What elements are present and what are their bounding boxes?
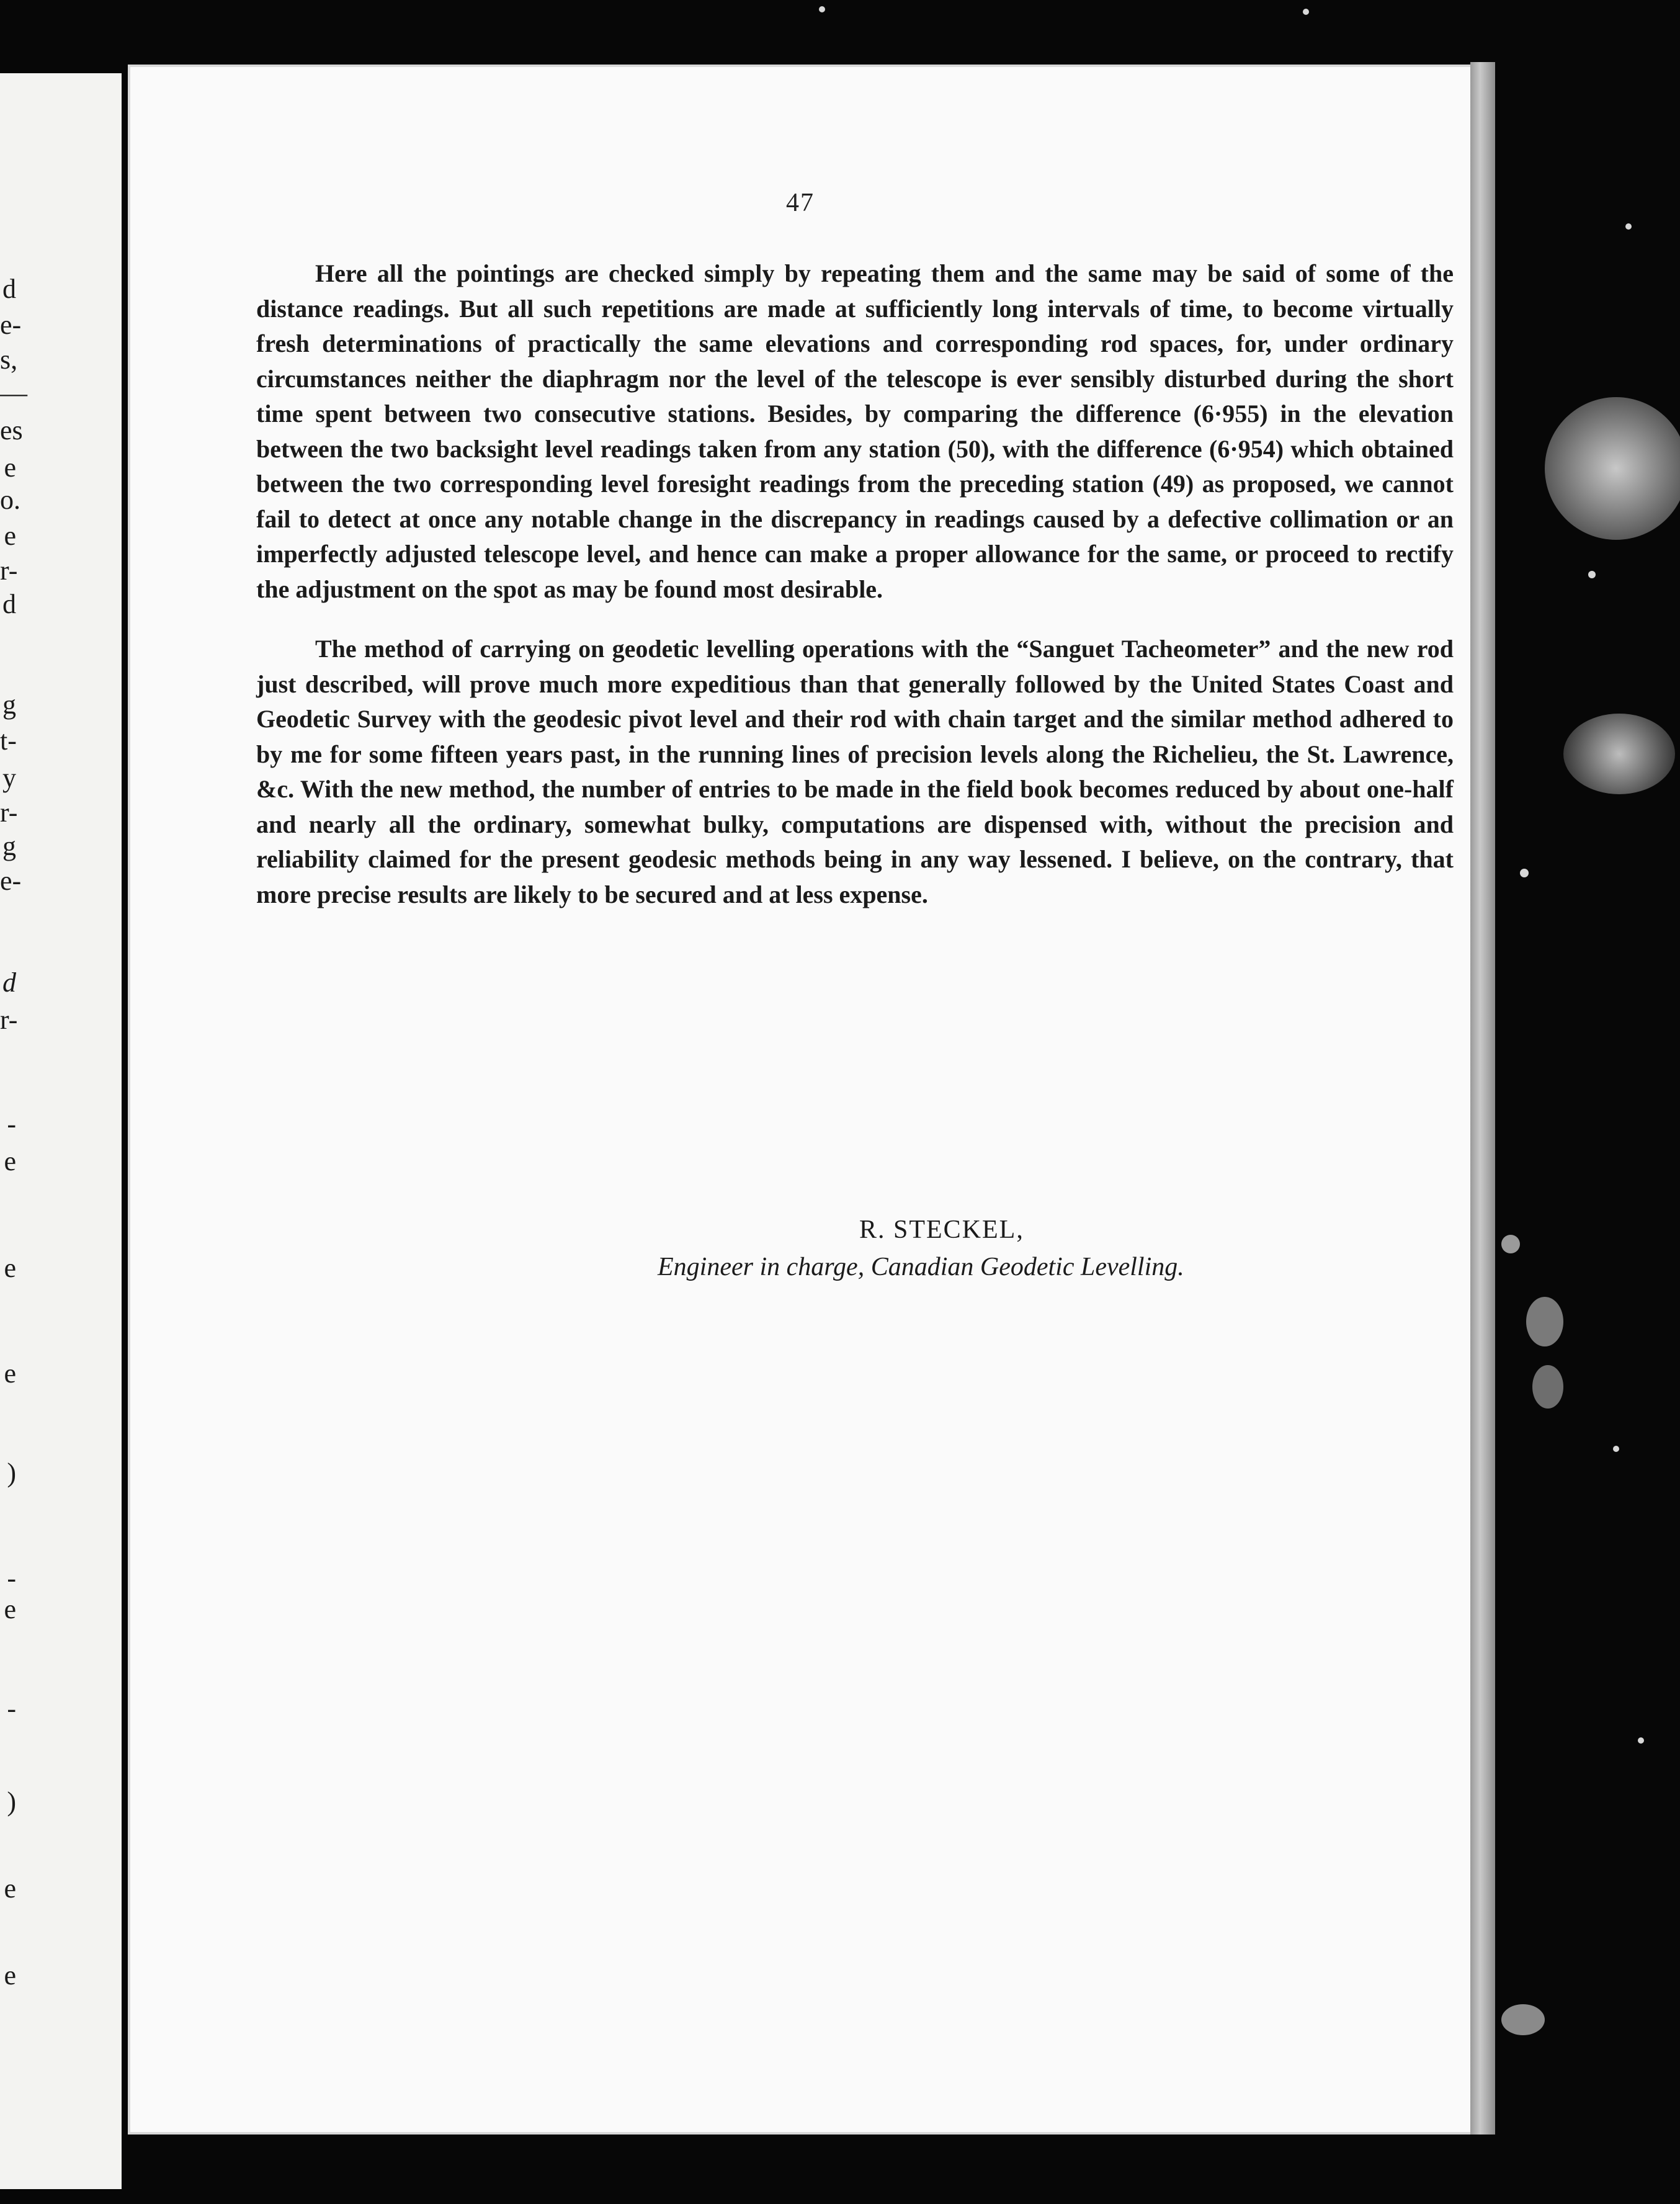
page-number: 47 <box>786 189 815 217</box>
margin-fragment: d <box>2 589 16 619</box>
scan-debris <box>1625 223 1632 230</box>
scan-debris <box>1588 571 1596 578</box>
margin-fragment: y <box>2 763 16 793</box>
page-edge <box>1470 62 1495 2135</box>
scan-debris <box>1613 1446 1619 1452</box>
margin-fragment: e <box>4 1253 16 1283</box>
margin-fragment: - <box>7 1693 16 1724</box>
margin-fragment: o. <box>0 485 20 515</box>
margin-fragment: e- <box>0 866 22 896</box>
margin-fragment: r- <box>0 797 18 828</box>
margin-fragment: e <box>4 1594 16 1624</box>
document-page <box>130 67 1470 2132</box>
margin-fragment: s, <box>0 344 18 375</box>
margin-fragment: e <box>4 452 16 483</box>
scan-debris <box>1501 2004 1545 2035</box>
margin-fragment: ) <box>7 1458 16 1488</box>
margin-fragment: d <box>2 967 16 998</box>
scan-debris <box>1303 9 1309 15</box>
margin-fragment: r- <box>0 1005 18 1035</box>
margin-fragment: d <box>2 274 16 304</box>
margin-fragment: e <box>4 1960 16 1991</box>
margin-fragment: es <box>0 415 23 446</box>
scan-debris <box>1501 1235 1520 1253</box>
margin-fragment: e <box>4 1358 16 1389</box>
margin-fragment: g <box>2 831 16 861</box>
signature-title: Engineer in charge, Canadian Geodetic Levelling. <box>658 1253 1184 1281</box>
paragraph: The method of carrying on geodetic levelling operations with the “Sanguet Tacheometer” and the new rod just described, will prove much more expeditious than that generally followed by the United States Coast and Geodetic Survey with the geodesic pivot level and their rod with chain target and the similar method adhered to by me for some fifteen years past, in the running lines of precision levels along the Richelieu, the St. Lawrence, &c. With the new method, the number of entries to be made in the field book becomes reduced by about one-half and nearly all the ordinary, somewhat bulky, computations are dispensed with, without the precision and reliability claimed for the present geodesic methods being in any way lessened. I believe, on the contrary, that more precise results are likely to be secured and at less expense. <box>256 635 1454 908</box>
signature-name: R. STECKEL, <box>859 1216 1024 1244</box>
scan-debris <box>1526 1297 1563 1346</box>
paragraph: Here all the pointings are checked simply by repeating them and the same may be said of some of the distance readings. But all such repetitions are made at sufficiently long intervals of time, to become virtually fresh determinations of practically the same elevations and corresponding rod spaces, for, under ordinary circumstances neither the diaphragm nor the level of the telescope is ever sensibly disturbed during the short time spent between two consecutive stations. Besides, by comparing the difference (6·955) in the elevation between the two backsight level readings taken from any station (50), with the difference (6·954) which obtained between the two corresponding level foresight readings from the preceding station (49) as proposed, we cannot fail to detect at once any notable change in the discrepancy in readings caused by a defective collimation or an imperfectly adjusted telescope level, and hence can make a proper allowance for the same, or proceed to rectify the adjustment on the spot as may be found most desirable. <box>256 259 1454 603</box>
scan-debris <box>819 6 825 12</box>
margin-fragment: — <box>0 378 27 408</box>
margin-fragment: r- <box>0 555 18 586</box>
margin-fragment: - <box>7 1109 16 1139</box>
margin-fragment: t- <box>0 725 17 756</box>
margin-fragment: e <box>4 1146 16 1176</box>
scan-debris <box>1532 1365 1563 1409</box>
scan-debris <box>1638 1737 1644 1744</box>
scan-debris <box>1545 397 1680 540</box>
margin-fragment: ) <box>7 1786 16 1817</box>
body-text <box>256 256 1454 912</box>
margin-fragment: e <box>4 521 16 551</box>
scan-debris <box>1520 869 1529 877</box>
scan-debris <box>1563 714 1675 794</box>
previous-page-sliver <box>0 73 122 2189</box>
margin-fragment: e <box>4 1873 16 1904</box>
margin-fragment: e- <box>0 310 22 340</box>
margin-fragment: - <box>7 1563 16 1593</box>
margin-fragment: g <box>2 689 16 720</box>
